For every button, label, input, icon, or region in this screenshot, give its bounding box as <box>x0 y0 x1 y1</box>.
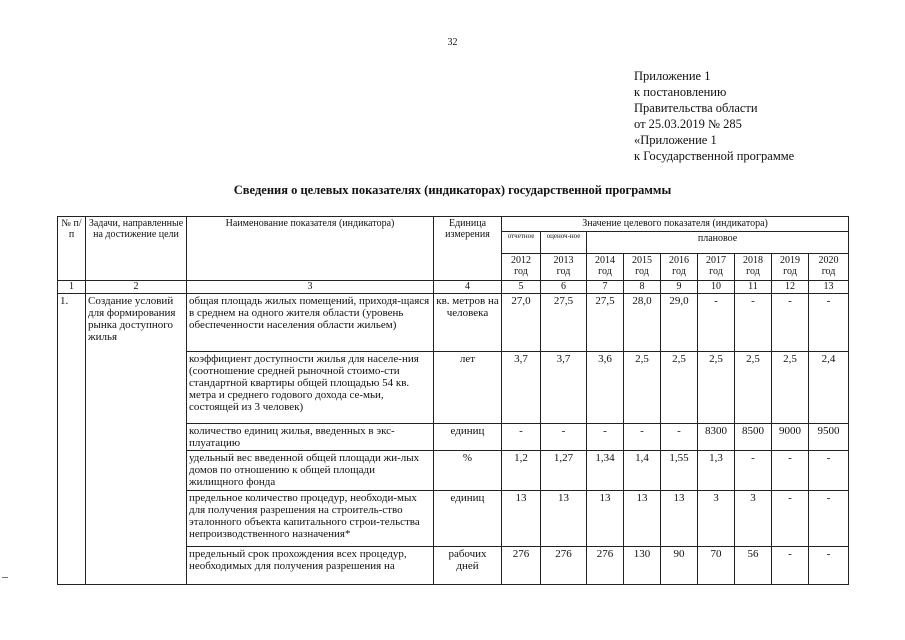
indicator-value: 56 <box>735 547 772 585</box>
column-index: 11 <box>735 281 772 294</box>
column-index: 6 <box>541 281 587 294</box>
indicator-value: 29,0 <box>661 294 698 352</box>
indicator-value: 13 <box>587 491 624 547</box>
year-header <box>541 254 587 281</box>
header-reported: отчетное <box>502 232 541 254</box>
indicator-value: 3,7 <box>541 352 587 424</box>
scan-margin-mark <box>2 577 8 578</box>
header-planned: плановое <box>587 232 849 254</box>
year-value: 2012 <box>511 255 531 266</box>
indicator-value: 13 <box>502 491 541 547</box>
indicator-name: удельный вес введенной общей площади жи-лых домов по отношению к общей площади жилищного фонда <box>187 451 434 491</box>
year-suffix: год <box>672 266 686 277</box>
column-index: 3 <box>187 281 434 294</box>
indicator-value: - <box>624 424 661 451</box>
indicator-value: 276 <box>541 547 587 585</box>
year-value: 2013 <box>553 255 574 266</box>
column-index: 8 <box>624 281 661 294</box>
column-index: 5 <box>502 281 541 294</box>
column-index: 9 <box>661 281 698 294</box>
appendix-line: Правительства области <box>634 101 758 115</box>
indicator-value: - <box>587 424 624 451</box>
indicator-value: 1,27 <box>541 451 587 491</box>
indicator-value: - <box>772 491 809 547</box>
indicator-value: 9500 <box>809 424 849 451</box>
column-index: 12 <box>772 281 809 294</box>
indicator-value: 13 <box>661 491 698 547</box>
year-suffix: год <box>635 266 649 277</box>
indicator-unit: единиц <box>434 424 502 451</box>
indicator-value: 276 <box>587 547 624 585</box>
indicator-value: 2,5 <box>772 352 809 424</box>
indicator-value: - <box>772 451 809 491</box>
indicator-value: 90 <box>661 547 698 585</box>
column-index: 13 <box>809 281 849 294</box>
page-number: 32 <box>447 37 458 48</box>
indicator-value: - <box>541 424 587 451</box>
indicator-value: 9000 <box>772 424 809 451</box>
indicator-value: 1,4 <box>624 451 661 491</box>
year-header <box>735 254 772 281</box>
year-header <box>587 254 624 281</box>
task-cell: Создание условий для формирования рынка доступного жилья <box>86 294 187 585</box>
indicator-unit: % <box>434 451 502 491</box>
column-index: 1 <box>58 281 86 294</box>
indicator-value: - <box>809 294 849 352</box>
table-row <box>58 294 849 352</box>
column-index: 4 <box>434 281 502 294</box>
indicator-value: 13 <box>624 491 661 547</box>
year-suffix: год <box>598 266 612 277</box>
indicator-value: - <box>809 547 849 585</box>
indicator-value: 3 <box>735 491 772 547</box>
indicators-table <box>57 216 849 585</box>
year-header <box>772 254 809 281</box>
indicator-name: предельное количество процедур, необходи-мых для получения разрешения на строитель-ство эталонного объекта капитального строи-тельства непроизводственного назначения* <box>187 491 434 547</box>
indicator-value: 1,55 <box>661 451 698 491</box>
indicator-name: количество единиц жилья, введенных в экс-плуатацию <box>187 424 434 451</box>
indicator-value: 28,0 <box>624 294 661 352</box>
header-unit: Единица измерения <box>434 217 502 281</box>
indicator-value: - <box>809 491 849 547</box>
indicator-value: 130 <box>624 547 661 585</box>
indicator-value: 3,7 <box>502 352 541 424</box>
column-index: 7 <box>587 281 624 294</box>
indicator-value: 2,4 <box>809 352 849 424</box>
year-suffix: год <box>556 266 571 277</box>
year-value: 2020 <box>818 255 839 266</box>
indicator-value: 70 <box>698 547 735 585</box>
indicator-value: 13 <box>541 491 587 547</box>
indicator-value: 2,5 <box>698 352 735 424</box>
indicator-unit: лет <box>434 352 502 424</box>
year-value: 2017 <box>706 255 726 266</box>
header-value: Значение целевого показателя (индикатора) <box>502 217 849 232</box>
header-task: Задачи, направленные на достижение цели <box>86 217 187 281</box>
appendix-line: Приложение 1 <box>634 69 711 83</box>
indicator-name: предельный срок прохождения всех процедур, необходимых для получения разрешения на <box>187 547 434 585</box>
indicator-unit: единиц <box>434 491 502 547</box>
indicator-value: 27,5 <box>541 294 587 352</box>
indicator-unit: рабочих дней <box>434 547 502 585</box>
indicator-value: 276 <box>502 547 541 585</box>
header-number: № п/п <box>58 217 86 281</box>
appendix-line: «Приложение 1 <box>634 133 717 147</box>
indicator-value: - <box>772 547 809 585</box>
indicator-value: 2,5 <box>735 352 772 424</box>
indicator-value: 2,5 <box>661 352 698 424</box>
indicator-value: - <box>809 451 849 491</box>
indicator-value: - <box>735 451 772 491</box>
year-value: 2014 <box>595 255 615 266</box>
year-suffix: год <box>709 266 723 277</box>
year-header <box>502 254 541 281</box>
year-value: 2019 <box>780 255 800 266</box>
indicator-unit: кв. метров на человека <box>434 294 502 352</box>
year-header <box>624 254 661 281</box>
indicator-value: 27,5 <box>587 294 624 352</box>
row-number: 1. <box>58 294 86 585</box>
column-index: 2 <box>86 281 187 294</box>
indicator-value: - <box>698 294 735 352</box>
year-suffix: год <box>746 266 760 277</box>
indicator-value: 1,3 <box>698 451 735 491</box>
year-value: 2018 <box>743 255 763 266</box>
indicator-value: - <box>735 294 772 352</box>
year-value: 2016 <box>669 255 689 266</box>
appendix-block <box>634 68 794 164</box>
indicator-value: - <box>502 424 541 451</box>
indicator-value: 1,2 <box>502 451 541 491</box>
indicator-value: 8500 <box>735 424 772 451</box>
year-value: 2015 <box>632 255 652 266</box>
indicator-value: 1,34 <box>587 451 624 491</box>
indicator-value: 2,5 <box>624 352 661 424</box>
appendix-line: к постановлению <box>634 85 727 99</box>
column-index: 10 <box>698 281 735 294</box>
indicator-value: - <box>772 294 809 352</box>
indicator-value: 3 <box>698 491 735 547</box>
indicator-value: 3,6 <box>587 352 624 424</box>
year-header <box>661 254 698 281</box>
year-suffix: год <box>514 266 528 277</box>
appendix-line: к Государственной программе <box>634 149 795 163</box>
header-estimated: оценоч-ное <box>541 232 587 254</box>
year-header <box>698 254 735 281</box>
year-suffix: год <box>821 266 836 277</box>
indicator-value: 8300 <box>698 424 735 451</box>
year-suffix: год <box>783 266 797 277</box>
appendix-line: от 25.03.2019 № 285 <box>634 117 742 131</box>
indicator-value: - <box>661 424 698 451</box>
year-header <box>809 254 849 281</box>
indicator-name: общая площадь жилых помещений, приходя-щаяся в среднем на одного жителя области (уровень обеспеченности населения области жильем) <box>187 294 434 352</box>
header-indicator: Наименование показателя (индикатора) <box>187 217 434 281</box>
indicator-value: 27,0 <box>502 294 541 352</box>
document-title: Сведения о целевых показателях (индикаторах) государственной программы <box>233 183 672 197</box>
indicator-name: коэффициент доступности жилья для населе-ния (соотношение средней рыночной стоимо-сти стандартной квартиры общей площадью 54 кв. метра и среднего годового дохода се-мьи, состоящей из 3 человек) <box>187 352 434 424</box>
